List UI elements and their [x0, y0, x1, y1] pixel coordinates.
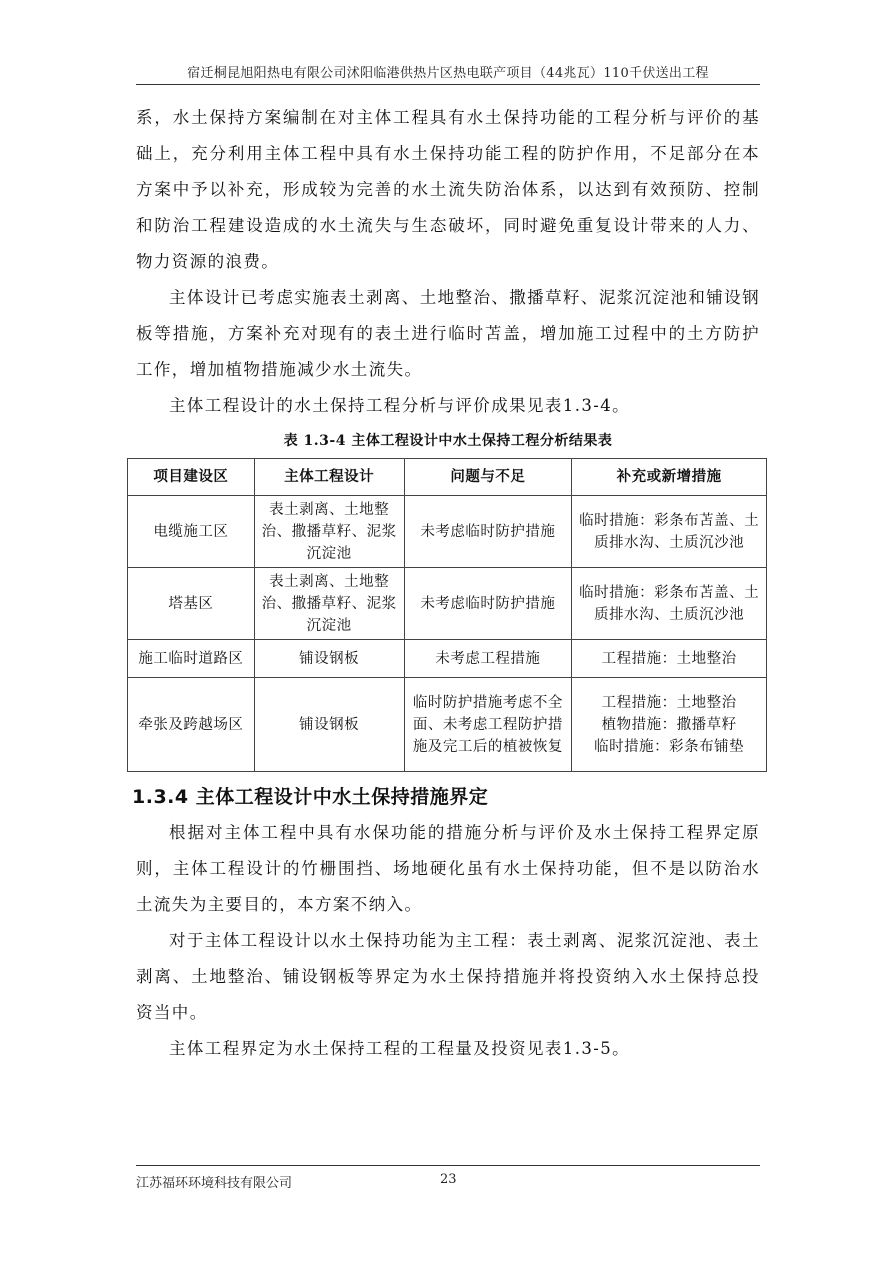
header-divider	[136, 84, 760, 85]
header-cell: 问题与不足	[404, 459, 572, 496]
table-cell: 工程措施：土地整治	[572, 640, 767, 678]
table-cell: 表土剥离、土地整治、撒播草籽、泥浆沉淀池	[254, 496, 404, 568]
header-cell: 补充或新增措施	[572, 459, 767, 496]
paragraph-3: 主体工程设计的水土保持工程分析与评价成果见表1.3-4。	[169, 396, 631, 415]
footer-company: 江苏福环环境科技有限公司	[136, 1176, 293, 1191]
paragraph-4: 根据对主体工程中具有水保功能的措施分析与评价及水土保持工程界定原则，主体工程设计的竹栅围挡、场地硬化虽有水土保持功能，但不是以防治水土流失为主要目的，本方案不纳入。	[136, 823, 760, 914]
table-cell: 电缆施工区	[128, 496, 255, 568]
table-cell: 牵张及跨越场区	[128, 678, 255, 772]
paragraph-1: 系，水土保持方案编制在对主体工程具有水土保持功能的工程分析与评价的基础上，充分利用主体工程中具有水土保持功能工程的防护作用，不足部分在本方案中予以补充，形成较为完善的水土流失防治体系，以达到有效预防、控制和防治工程建设造成的水土流失与生态破坏，同时避免重复设计带来的人力、物力资源的浪费。	[136, 108, 760, 271]
table-caption: 表 1.3-4 主体工程设计中水土保持工程分析结果表	[283, 433, 613, 449]
paragraph-2: 主体设计已考虑实施表土剥离、土地整治、撒播草籽、泥浆沉淀池和铺设钢板等措施，方案补充对现有的表土进行临时苫盖，增加施工过程中的土方防护工作，增加植物措施减少水土流失。	[136, 288, 760, 379]
table-cell: 塔基区	[128, 568, 255, 640]
analysis-table	[127, 458, 767, 772]
table-row	[128, 568, 767, 640]
table-cell: 未考虑工程措施	[404, 640, 572, 678]
footer-divider	[136, 1165, 760, 1166]
paragraph-5: 对于主体工程设计以水土保持功能为主工程：表土剥离、泥浆沉淀池、表土剥离、土地整治、铺设钢板等界定为水土保持措施并将投资纳入水土保持总投资当中。	[136, 931, 760, 1022]
table-cell: 临时措施：彩条布苫盖、土质排水沟、土质沉沙池	[572, 496, 767, 568]
table-cell: 工程措施：土地整治 植物措施：撒播草籽 临时措施：彩条布铺垫	[572, 678, 767, 772]
table-row	[128, 640, 767, 678]
table-cell: 铺设钢板	[254, 640, 404, 678]
page-content	[132, 100, 760, 1067]
table-row	[128, 678, 767, 772]
table-cell: 未考虑临时防护措施	[404, 496, 572, 568]
paragraph-6: 主体工程界定为水土保持工程的工程量及投资见表1.3-5。	[169, 1039, 631, 1058]
table-cell: 表土剥离、土地整治、撒播草籽、泥浆沉淀池	[254, 568, 404, 640]
section-title: 1.3.4 主体工程设计中水土保持措施界定	[132, 786, 489, 808]
table-row	[128, 496, 767, 568]
table-cell: 未考虑临时防护措施	[404, 568, 572, 640]
table-cell: 临时措施：彩条布苫盖、土质排水沟、土质沉沙池	[572, 568, 767, 640]
page-number: 23	[440, 1172, 457, 1187]
page-header: 宿迁桐昆旭阳热电有限公司沭阳临港供热片区热电联产项目（44兆瓦）110千伏送出工程	[187, 66, 709, 81]
table-cell: 铺设钢板	[254, 678, 404, 772]
table-cell: 施工临时道路区	[128, 640, 255, 678]
table-cell: 临时防护措施考虑不全面、未考虑工程防护措施及完工后的植被恢复	[404, 678, 572, 772]
header-cell: 项目建设区	[128, 459, 255, 496]
table-header-row	[128, 459, 767, 496]
header-cell: 主体工程设计	[254, 459, 404, 496]
